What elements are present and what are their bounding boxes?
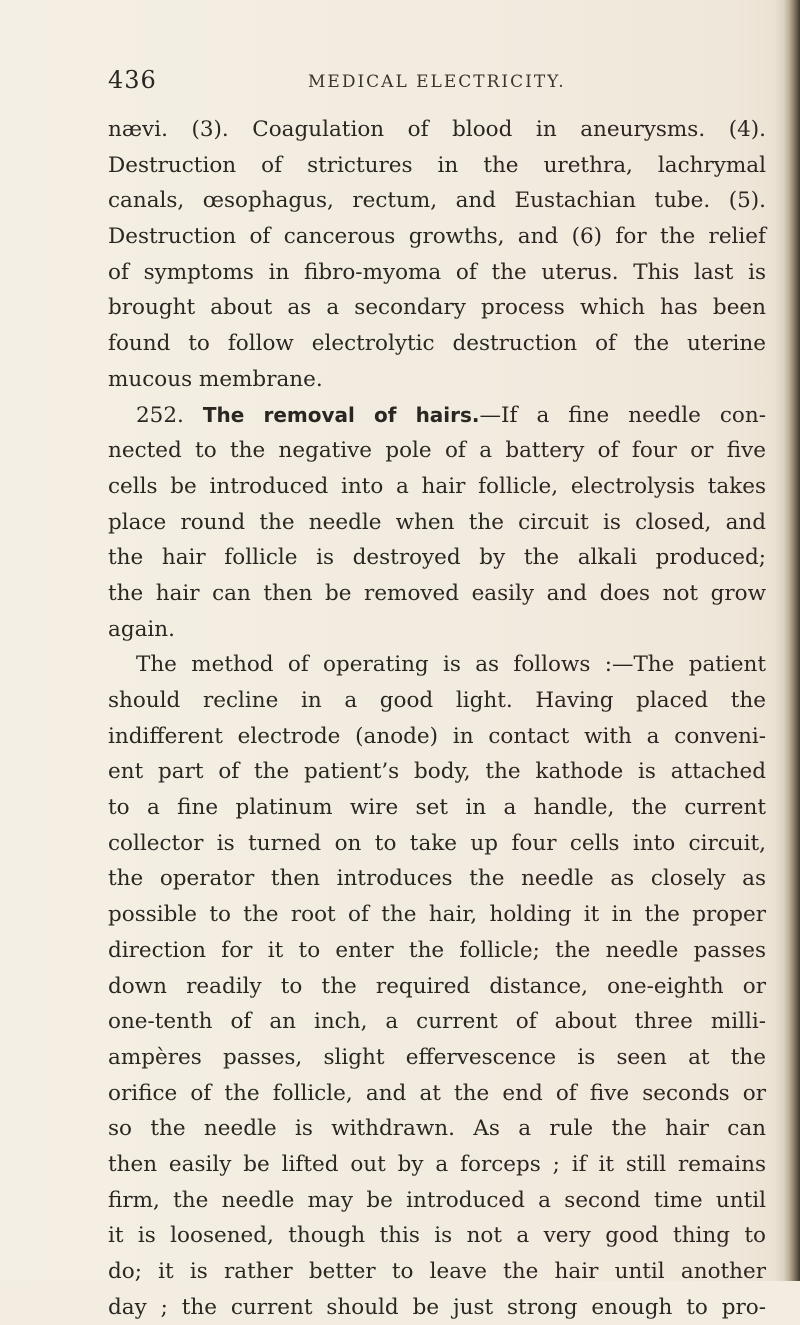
text-line: nævi. (3). Coagulation of blood in aneurysms. (4).	[108, 117, 766, 142]
text-line: firm, the needle may be introduced a second time until	[108, 1187, 766, 1213]
text-line: collector is turned on to take up four cells into circuit,	[108, 830, 766, 856]
text-line: canals, œsophagus, rectum, and Eustachian tube. (5).	[108, 188, 766, 214]
text-line: cells be introduced into a hair follicle, electrolysis takes	[108, 473, 766, 499]
text-line: found to follow electrolytic destruction of the uterine	[108, 331, 766, 357]
text-line: the operator then introduces the needle as closely as	[108, 866, 766, 892]
page-edge-shadow	[774, 0, 784, 1281]
body-text	[108, 112, 766, 1325]
text-line: direction for it to enter the follicle; the needle passes	[108, 937, 766, 963]
text-line: the hair follicle is destroyed by the alkali produced;	[108, 545, 766, 571]
text-line: ampères passes, slight effervescence is seen at the	[108, 1044, 766, 1070]
text-line: do; it is rather better to leave the hair until another	[108, 1259, 766, 1284]
text-line: then easily be lifted out by a forceps ; if it still remains	[108, 1151, 766, 1177]
section-first-line-text: —If a fine needle con-	[479, 402, 766, 428]
text-line: Destruction of cancerous growths, and (6) for the relief	[108, 224, 766, 250]
text-line: of symptoms in fibro-myoma of the uterus. This last is	[108, 259, 766, 285]
text-line: Destruction of strictures in the urethra, lachrymal	[108, 152, 766, 178]
text-line: indifferent electrode (anode) in contact with a conveni-	[108, 723, 766, 749]
section-title: The removal of hairs.	[202, 402, 480, 427]
text-line: orifice of the follicle, and at the end of five seconds or	[108, 1080, 766, 1106]
text-line: ent part of the patient’s body, the kathode is attached	[108, 759, 766, 785]
text-line: mucous membrane.	[108, 366, 323, 392]
text-line: it is loosened, though this is not a very good thing to	[108, 1223, 766, 1249]
text-line: the hair can then be removed easily and does not grow	[108, 580, 766, 606]
text-line: one-tenth of an inch, a current of about three milli-	[108, 1009, 766, 1035]
page-binding-edge	[784, 0, 800, 1281]
text-line: place round the needle when the circuit is closed, and	[108, 509, 766, 535]
page-header	[108, 66, 788, 106]
page-number: 436	[108, 66, 157, 94]
text-line: to a fine platinum wire set in a handle, the current	[108, 795, 766, 821]
text-line: nected to the negative pole of a battery of four or five	[108, 438, 766, 464]
text-line: should recline in a good light. Having placed the	[108, 688, 766, 713]
text-line: brought about as a secondary process which has been	[108, 295, 766, 321]
text-line: again.	[108, 616, 175, 642]
running-head: MEDICAL ELECTRICITY.	[308, 72, 566, 92]
section-heading-line	[108, 398, 766, 434]
section-number: 252.	[136, 402, 184, 428]
text-line: so the needle is withdrawn. As a rule the hair can	[108, 1116, 766, 1142]
text-line: day ; the current should be just strong enough to pro-	[108, 1294, 766, 1320]
text-line: The method of operating is as follows :—The patient	[136, 652, 766, 678]
text-line: possible to the root of the hair, holding it in the proper	[108, 902, 766, 928]
text-line: down readily to the required distance, one-eighth or	[108, 973, 766, 999]
